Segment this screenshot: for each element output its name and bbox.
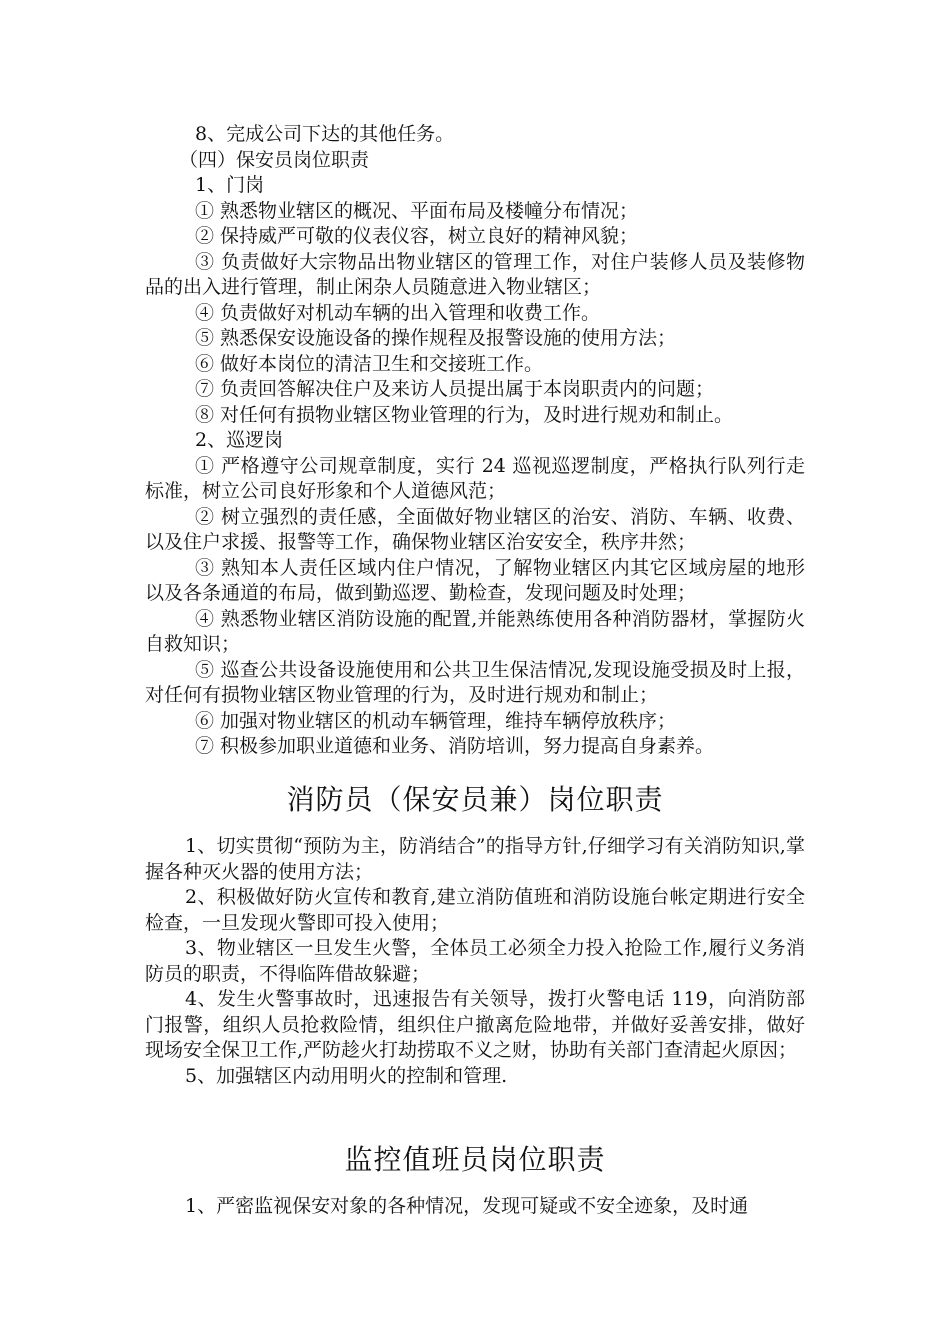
list-item: ③ 熟知本人责任区域内住户情况，了解物业辖区内其它区域房屋的地形以及各条通道的布局，做到勤巡逻、勤检查，发现问题及时处理； [145, 556, 805, 604]
list-item: ⑦ 负责回答解决住户及来访人员提出属于本岗职责内的问题； [195, 378, 715, 400]
list-item: ⑧ 对任何有损物业辖区物业管理的行为，及时进行规劝和制止。 [195, 403, 734, 426]
list-item: ② 树立强烈的责任感，全面做好物业辖区的治安、消防、车辆、收费、以及住户求援、报警等工作，确保物业辖区治安安全，秩序井然； [145, 505, 805, 553]
list-item: ⑦ 积极参加职业道德和业务、消防培训，努力提高自身素养。 [195, 735, 715, 757]
fire-duty-title: 消防员（保安员兼）岗位职责 [286, 783, 664, 816]
security-duties-section [145, 122, 805, 760]
list-item: 1、严密监视保安对象的各种情况，发现可疑或不安全迹象，及时通 [185, 1195, 749, 1217]
list-item: ⑤ 熟悉保安设施设备的操作规程及报警设施的使用方法； [195, 327, 677, 349]
list-item: ⑥ 加强对物业辖区的机动车辆管理，维持车辆停放秩序； [195, 709, 677, 732]
monitor-duty-title: 监控值班员岗位职责 [344, 1143, 606, 1176]
section-heading: （四）保安员岗位职责 [179, 148, 370, 171]
monitor-duties-section [145, 1194, 805, 1220]
list-item: ① 严格遵守公司规章制度，实行 24 巡视巡逻制度，严格执行队列行走标准，树立公司良好形象和个人道德风范； [145, 454, 805, 502]
list-item: 5、加强辖区内动用明火的控制和管理. [185, 1064, 508, 1087]
list-item: ④ 熟悉物业辖区消防设施的配置,并能熟练使用各种消防器材，掌握防火自救知识； [145, 607, 805, 655]
list-item: ⑥ 做好本岗位的清洁卫生和交接班工作。 [195, 352, 544, 375]
list-item: 4、发生火警事故时，迅速报告有关领导，拨打火警电话 119，向消防部门报警，组织人员抢救险情，组织住户撤离危险地带，并做好妥善安排，做好现场安全保卫工作,严防趁火打劫捞取不义之财，协助有关部门查清起火原因； [145, 988, 805, 1061]
fire-duties-section [145, 834, 805, 1089]
list-item: 3、物业辖区一旦发生火警，全体员工必须全力投入抢险工作,履行义务消防员的职责，不得临阵借故躲避； [145, 937, 805, 985]
paragraph: 8、完成公司下达的其他任务。 [195, 123, 455, 145]
list-item: ④ 负责做好对机动车辆的出入管理和收费工作。 [195, 301, 601, 324]
list-item: 1、切实贯彻“预防为主，防消结合”的指导方针,仔细学习有关消防知识,掌握各种灭火器的使用方法； [145, 835, 805, 883]
list-item: ⑤ 巡查公共设备设施使用和公共卫生保洁情况,发现设施受损及时上报，对任何有损物业辖区物业管理的行为，及时进行规劝和制止； [145, 658, 805, 706]
subheading-patrol-post: 2、巡逻岗 [195, 429, 284, 451]
subheading-gate-post: 1、门岗 [195, 174, 265, 196]
list-item: ③ 负责做好大宗物品出物业辖区的管理工作，对住户装修人员及装修物品的出入进行管理，制止闲杂人员随意进入物业辖区； [145, 250, 805, 298]
list-item: ① 熟悉物业辖区的概况、平面布局及楼幢分布情况； [195, 199, 639, 222]
list-item: ② 保持威严可敬的仪表仪容，树立良好的精神风貌； [195, 225, 639, 247]
list-item: 2、积极做好防火宣传和教育,建立消防值班和消防设施台帐定期进行安全检查，一旦发现火警即可投入使用； [145, 886, 805, 934]
